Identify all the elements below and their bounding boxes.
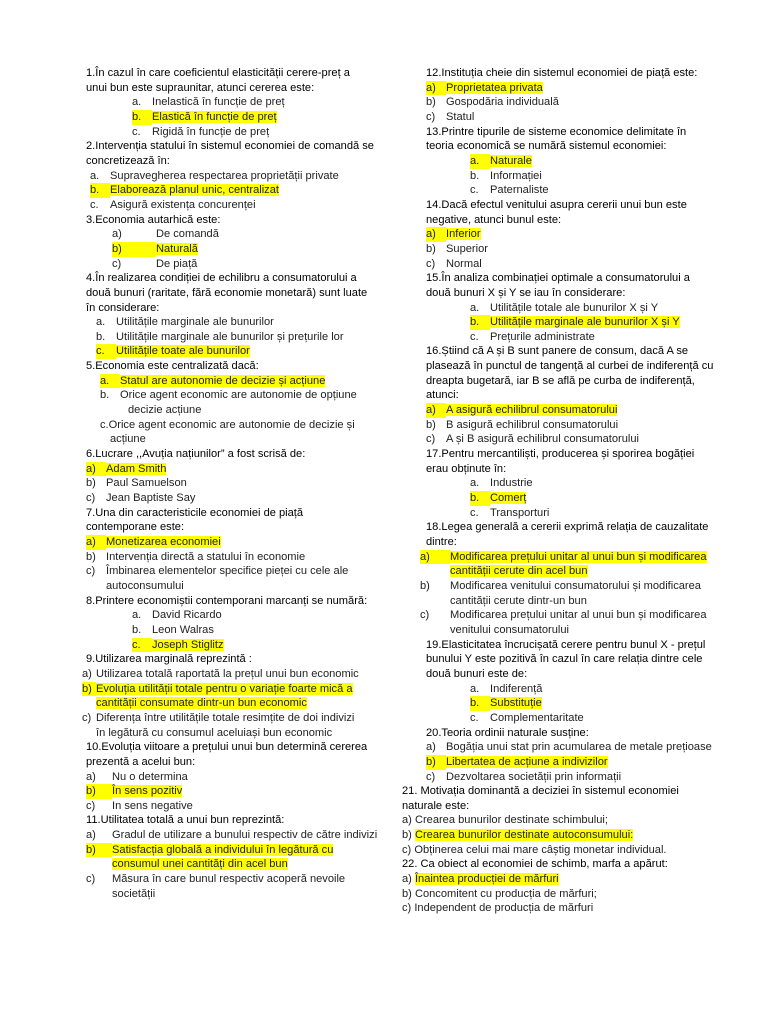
answer-line (402, 432, 738, 447)
question-line (402, 857, 738, 872)
line-text: 17.Pentru mercantiliști, producerea și sporirea bogăției (426, 448, 695, 461)
answer-line (402, 95, 738, 110)
question-line (86, 652, 398, 667)
line-text: Industrie (490, 477, 533, 490)
option-marker: b. (100, 389, 110, 402)
option-marker: c) (426, 110, 436, 123)
line-text: 2.Intervenția statului în sistemul economiei de comandă se (86, 140, 374, 153)
line-text: Nu o determina (112, 770, 188, 783)
option-marker: a) (426, 227, 446, 242)
highlighted-answer: Utilitățile marginale ale bunurilor X și Y (490, 316, 680, 329)
answer-line (86, 198, 398, 213)
line-text: 13.Printre tipurile de sisteme economice delimitate în (426, 125, 687, 138)
highlighted-answer: Substituție (490, 697, 542, 710)
answer-line (402, 564, 738, 579)
line-text: contemporane este: (86, 521, 185, 534)
highlighted-answer: Joseph Stiglitz (152, 638, 224, 651)
question-line (86, 740, 398, 755)
answer-line (402, 183, 738, 198)
option-marker: a. (90, 169, 100, 182)
option-marker: c) (420, 609, 430, 622)
line-text: c) Obținerea celui mai mare câștig monetar individual. (402, 843, 667, 856)
line-text: erau obținute în: (426, 462, 507, 475)
question-line (86, 520, 398, 535)
option-marker: c) (86, 873, 96, 886)
option-marker: b. (132, 110, 152, 125)
answer-line (86, 125, 398, 140)
highlighted-answer: cantității consumate dintr-un bun economic (96, 697, 307, 710)
line-text: 18.Legea generală a cererii exprimă relația de cauzalitate (426, 521, 709, 534)
highlighted-answer: Înaintea producției de mărfuri (414, 873, 559, 886)
option-marker: b. (90, 183, 110, 198)
line-text: Intervenția directă a statului în economie (106, 550, 306, 563)
option-marker: a. (100, 374, 120, 389)
answer-line (86, 696, 398, 711)
question-line (86, 271, 398, 286)
option-marker: a. (132, 609, 142, 622)
line-text: teoria economică se numără sistemul economiei: (426, 140, 667, 153)
line-text: De comandă (156, 228, 219, 241)
answer-line (402, 608, 738, 623)
line-text: In sens negative (112, 799, 193, 812)
highlighted-answer: Inferior (446, 228, 481, 241)
line-text: decizie acțiune (128, 404, 202, 417)
highlighted-answer: În sens pozitiv (112, 785, 183, 798)
answer-line (86, 623, 398, 638)
highlighted-answer: Monetizarea economiei (106, 536, 221, 548)
question-line (86, 66, 398, 81)
line-text: 9.Utilizarea marginală reprezintă : (86, 653, 252, 666)
answer-line (402, 594, 738, 609)
line-text: Utilitățile totale ale bunurilor X și Y (490, 301, 659, 314)
question-line (402, 344, 738, 359)
left-column (82, 66, 398, 901)
line-text: autoconsumului (106, 579, 184, 592)
option-marker: a. (470, 682, 480, 695)
option-marker: c. (90, 198, 99, 211)
highlighted-answer: Naturale (490, 154, 532, 167)
answer-line (402, 403, 738, 418)
line-text: Statul (446, 110, 475, 123)
answer-line (402, 315, 738, 330)
answer-line (402, 755, 738, 770)
answer-line (86, 315, 398, 330)
line-text: venitului consumatorului (450, 623, 570, 636)
answer-line (402, 887, 738, 902)
option-marker: c) (86, 492, 96, 505)
answer-line (86, 169, 398, 184)
line-text: Prețurile administrate (490, 330, 595, 343)
question-line (86, 755, 398, 770)
option-marker: c) (86, 799, 96, 812)
line-text: două bunuri X și Y se iau în considerare: (426, 286, 626, 299)
answer-line (402, 242, 738, 257)
answer-line (86, 374, 398, 389)
question-line (402, 125, 738, 140)
option-marker: b) (112, 242, 156, 257)
line-text: Indiferență (490, 682, 543, 695)
answer-line (402, 476, 738, 491)
line-text: două bunuri (raritate, fără economie monetară) sunt luate (86, 286, 368, 299)
line-text: 5.Economia este centralizată dacă: (86, 360, 259, 373)
line-text: Gospodăria individuală (446, 96, 559, 109)
highlighted-answer: Adam Smith (106, 462, 167, 475)
answer-line (402, 110, 738, 125)
answer-line (402, 418, 738, 433)
question-line (402, 652, 738, 667)
option-marker: a) (112, 228, 122, 241)
line-text: A și B asigură echilibrul consumatorului (446, 433, 640, 446)
option-marker: b) (86, 477, 96, 490)
option-marker: c) (426, 257, 436, 270)
answer-line (86, 843, 398, 858)
answer-line (86, 887, 398, 902)
option-marker: a) (82, 667, 92, 680)
answer-line (86, 95, 398, 110)
line-text: Bogăția unui stat prin acumularea de metale prețioase (446, 741, 712, 754)
line-text: Inelastică în funcție de preț (152, 96, 285, 109)
line-text: 1.În cazul în care coeficientul elasticității cerere-preț a (86, 67, 350, 79)
answer-line (86, 799, 398, 814)
option-marker: a) (86, 462, 106, 477)
line-text: Transporturi (490, 506, 550, 519)
line-text: acțiune (110, 433, 146, 446)
question-line (402, 447, 738, 462)
line-text: De piață (156, 257, 198, 270)
line-text: 11.Utilitatea totală a unui bun reprezintă: (86, 814, 285, 827)
line-text: b) Concomitent cu producția de mărfuri; (402, 887, 597, 900)
answer-line (402, 813, 738, 828)
line-text: Rigidă în funcție de preț (152, 125, 270, 138)
answer-line (402, 740, 738, 755)
option-marker: a) (420, 550, 450, 565)
line-text: Paternaliste (490, 184, 549, 197)
answer-line (86, 550, 398, 565)
answer-line (86, 784, 398, 799)
line-text: Măsura în care bunul respectiv acoperă nevoile (112, 873, 346, 886)
line-text: Modificarea venitului consumatorului și modificarea (450, 579, 701, 592)
question-line (86, 594, 398, 609)
line-text: 16.Știind că A și B sunt panere de consum, dacă A se (426, 345, 689, 358)
answer-line (86, 579, 398, 594)
line-text: Complementaritate (490, 711, 584, 724)
highlighted-answer: Elastică în funcție de preț (152, 110, 277, 123)
option-marker: c) (82, 711, 92, 724)
option-marker: a) (426, 741, 436, 754)
line-text: societății (112, 887, 156, 900)
option-marker: c. (470, 506, 479, 519)
line-text: Îmbinarea elementelor specifice pieței cu cele ale (106, 565, 349, 578)
highlighted-answer: Utilitățile toate ale bunurilor (116, 345, 250, 358)
question-line (402, 66, 738, 81)
option-marker: b. (96, 330, 106, 343)
question-line (402, 213, 738, 228)
question-line (86, 81, 398, 96)
option-marker: a. (470, 477, 480, 490)
line-text: atunci: (426, 389, 459, 402)
option-marker: b) (426, 755, 446, 770)
line-text: bunului Y este pozitivă în cazul în care relația dintre cele (426, 653, 703, 666)
question-line (402, 667, 738, 682)
line-text: Orice agent economic are autonomie de opțiune (120, 389, 357, 402)
line-text: 12.Instituția cheie din sistemul economiei de piață este: (426, 67, 698, 79)
question-line (402, 139, 738, 154)
answer-line (402, 491, 738, 506)
option-marker: b) (82, 682, 96, 697)
option-marker: b) (420, 579, 430, 592)
highlighted-answer: A asigură echilibrul consumatorului (446, 404, 618, 417)
answer-line (86, 432, 398, 447)
option-marker: c. (96, 344, 116, 359)
option-marker: a) (86, 535, 106, 550)
answer-line (86, 828, 398, 843)
answer-line (86, 491, 398, 506)
question-line (402, 726, 738, 741)
answer-line (402, 227, 738, 242)
line-text: plasează în punctul de tangență al curbei de indiferență cu (426, 360, 714, 373)
answer-line (402, 843, 738, 858)
question-line (86, 286, 398, 301)
question-line (402, 535, 738, 550)
line-text: Informației (490, 169, 542, 182)
answer-line (86, 110, 398, 125)
highlighted-answer: Satisfacția globală a individului în legătură cu (112, 843, 334, 856)
option-marker: a. (470, 301, 480, 314)
line-text: c) Independent de producția de mărfuri (402, 902, 594, 915)
line-text: Diferența între utilitățile totale resimțite de doi indivizi (96, 711, 355, 724)
highlighted-answer: Elaborează planul unic, centralizat (110, 184, 279, 197)
answer-line (86, 638, 398, 653)
question-line (402, 198, 738, 213)
highlighted-answer: Libertatea de acțiune a indivizilor (446, 755, 608, 768)
answer-line (402, 257, 738, 272)
answer-line (402, 828, 738, 843)
option-marker: b) (426, 242, 436, 255)
answer-line (402, 550, 738, 565)
question-line (402, 638, 738, 653)
option-prefix: a) (402, 873, 415, 886)
answer-line (402, 81, 738, 96)
answer-line (402, 579, 738, 594)
line-text: 4.În realizarea condiției de echilibru a consumatorului a (86, 272, 357, 285)
answer-line (86, 462, 398, 477)
answer-line (402, 711, 738, 726)
line-text: 8.Printere economiștii contemporani marcanți se numără: (86, 594, 368, 607)
answer-line (402, 901, 738, 916)
question-line (86, 301, 398, 316)
answer-line (402, 623, 738, 638)
line-text: unui bun este supraunitar, atunci cererea este: (86, 81, 315, 94)
option-marker: b) (86, 843, 112, 858)
line-text: Utilitățile marginale ale bunurilor (116, 316, 274, 329)
answer-line (86, 857, 398, 872)
line-text: c.Orice agent economic are autonomie de decizie și (100, 418, 355, 431)
line-text: Jean Baptiste Say (106, 492, 196, 505)
line-text: 3.Economia autarhică este: (86, 213, 221, 226)
answer-line (402, 169, 738, 184)
answer-line (82, 711, 398, 726)
answer-line (86, 476, 398, 491)
option-marker: c) (86, 565, 96, 578)
answer-line (402, 154, 738, 169)
option-marker: a. (96, 316, 106, 329)
answer-line (86, 257, 398, 272)
line-text: dreapta bugetară, iar B se află pe curba de indiferență, (426, 374, 695, 387)
option-marker: a) (86, 829, 96, 842)
right-column (402, 66, 738, 916)
answer-line (402, 770, 738, 785)
option-marker: b) (86, 784, 112, 799)
answer-line (402, 330, 738, 345)
line-text: Dezvoltarea societății prin informații (446, 770, 622, 783)
line-text: în legătură cu consumul aceluiași bun economic (96, 726, 333, 739)
line-text: 22. Ca obiect al economiei de schimb, marfa a apărut: (402, 858, 668, 871)
line-text: Asigură existența concurenței (110, 198, 256, 211)
line-text: Normal (446, 257, 482, 270)
question-line (86, 813, 398, 828)
option-marker: b) (86, 550, 96, 563)
answer-line (82, 667, 398, 682)
highlighted-answer: cantității cerute din acel bun (450, 565, 588, 578)
question-line (86, 139, 398, 154)
line-text: Modificarea prețului unitar al unui bun și modificarea (450, 609, 707, 622)
question-line (402, 520, 738, 535)
line-text: Gradul de utilizare a bunului respectiv de către indivizi (112, 829, 378, 842)
highlighted-answer: Naturală (156, 242, 198, 255)
option-marker: b) (426, 96, 436, 109)
option-marker: a) (426, 403, 446, 418)
option-marker: b) (426, 418, 436, 431)
answer-line (86, 344, 398, 359)
line-text: 20.Teoria ordinii naturale susține: (426, 726, 589, 739)
answer-line (86, 564, 398, 579)
answer-line (86, 242, 398, 257)
line-text: a) Crearea bunurilor destinate schimbului; (402, 814, 608, 827)
question-line (402, 374, 738, 389)
line-text: 19.Elasticitatea încrucișată cerere pentru bunul X - prețul (426, 638, 706, 651)
question-line (402, 271, 738, 286)
line-text: Leon Walras (152, 623, 214, 636)
option-marker: b. (132, 623, 142, 636)
answer-line (402, 301, 738, 316)
line-text: 21. Motivația dominantă a deciziei în sistemul economiei (402, 785, 679, 798)
answer-line (86, 418, 398, 433)
answer-line (82, 682, 398, 697)
line-text: 15.În analiza combinației optimale a consumatorului a (426, 272, 690, 285)
line-text: în considerare: (86, 301, 160, 314)
answer-line (86, 770, 398, 785)
option-marker: a. (132, 96, 142, 109)
line-text: negative, atunci bunul este: (426, 213, 562, 226)
line-text: două bunuri este de: (426, 667, 528, 680)
line-text: dintre: (426, 536, 457, 548)
answer-line (86, 183, 398, 198)
line-text: 7.Una din caracteristicile economiei de piață (86, 506, 304, 519)
highlighted-answer: Evoluția utilității totale pentru o variație foarte mică a (96, 682, 353, 695)
question-line (86, 506, 398, 521)
answer-line (402, 506, 738, 521)
option-marker: b. (470, 696, 490, 711)
question-line (402, 799, 738, 814)
line-text: concretizează în: (86, 154, 170, 167)
answer-line (86, 403, 398, 418)
line-text: naturale este: (402, 799, 470, 812)
answer-line (86, 535, 398, 550)
question-line (402, 359, 738, 374)
answer-line (86, 872, 398, 887)
answer-line (86, 388, 398, 403)
option-marker: c) (426, 433, 436, 446)
highlighted-answer: Modificarea prețului unitar al unui bun și modificarea (450, 550, 707, 563)
option-marker: b. (470, 491, 490, 506)
highlighted-answer: consumul unei cantități din acel bun (112, 858, 288, 871)
option-marker: c) (112, 257, 122, 270)
line-text: cantității cerute dintr-un bun (450, 594, 587, 607)
line-text: David Ricardo (152, 609, 222, 622)
question-line (402, 286, 738, 301)
answer-line (86, 608, 398, 623)
highlighted-answer: Statul are autonomie de decizie și acțiune (120, 374, 326, 387)
option-marker: c. (132, 125, 141, 138)
option-marker: a) (86, 770, 96, 783)
question-line (86, 154, 398, 169)
option-prefix: b) (402, 829, 415, 842)
option-marker: b. (470, 169, 480, 182)
question-line (402, 784, 738, 799)
answer-line (402, 682, 738, 697)
line-text: 10.Evoluția viitoare a prețului unui bun determină cererea (86, 741, 368, 754)
highlighted-answer: Proprietatea privata (446, 81, 543, 94)
option-marker: c. (470, 330, 479, 343)
answer-line (86, 227, 398, 242)
line-text: Supravegherea respectarea proprietății private (110, 169, 339, 182)
question-line (86, 447, 398, 462)
line-text: prezentă a acelui bun: (86, 755, 196, 768)
highlighted-answer: Crearea bunurilor destinate autoconsumului: (414, 829, 634, 842)
line-text: Utilizarea totală raportată la prețul unui bun economic (96, 667, 359, 680)
line-text: 6.Lucrare ,,Avuția națiunilor” a fost scrisă de: (86, 448, 306, 461)
line-text: Utilitățile marginale ale bunurilor și prețurile lor (116, 330, 344, 343)
line-text: B asigură echilibrul consumatorului (446, 418, 619, 431)
line-text: 14.Dacă efectul venitului asupra cererii unui bun este (426, 198, 687, 211)
option-marker: a) (426, 81, 446, 96)
option-marker: c. (470, 184, 479, 197)
line-text: Paul Samuelson (106, 477, 187, 490)
question-line (86, 213, 398, 228)
answer-line (86, 726, 398, 741)
question-line (86, 359, 398, 374)
option-marker: a. (470, 154, 490, 169)
option-marker: c. (470, 711, 479, 724)
answer-line (402, 872, 738, 887)
answer-line (402, 696, 738, 711)
question-line (402, 388, 738, 403)
answer-line (86, 330, 398, 345)
option-marker: c) (426, 770, 436, 783)
line-text: Superior (446, 242, 488, 255)
option-marker: b. (470, 315, 490, 330)
question-line (402, 462, 738, 477)
highlighted-answer: Comerț (490, 492, 527, 505)
option-marker: c. (132, 638, 152, 653)
